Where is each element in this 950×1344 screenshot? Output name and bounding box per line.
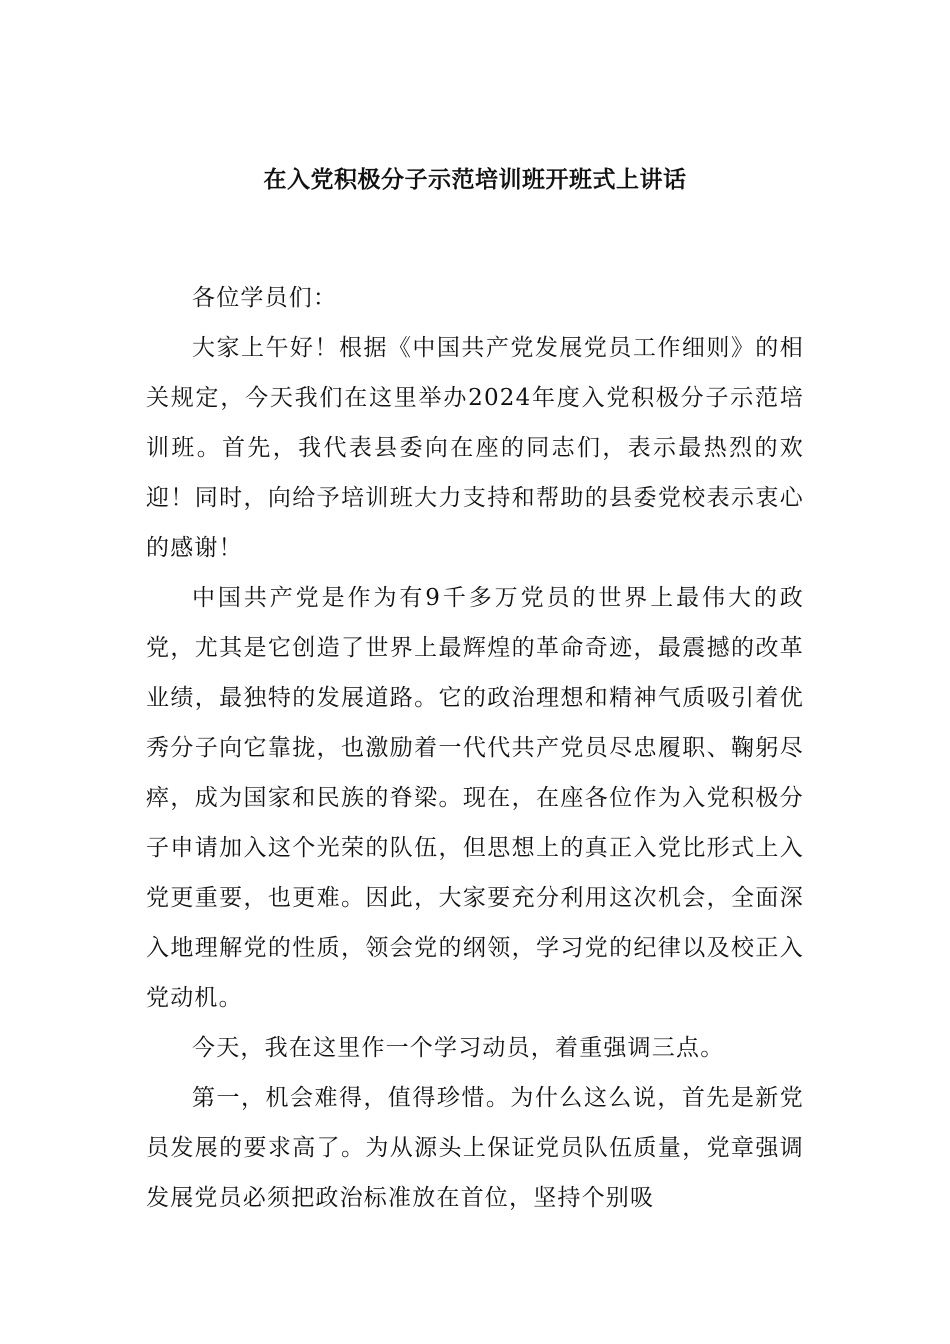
salutation-paragraph: 各位学员们： [192, 285, 338, 311]
mobilization-paragraph: 今天，我在这里作一个学习动员，着重强调三点。 [192, 1035, 725, 1061]
document-title: 在入党积极分子示范培训班开班式上讲话 [263, 166, 687, 193]
document-body [146, 273, 804, 1223]
first-point-paragraph: 第一，机会难得，值得珍惜。为什么这么说，首先是新党员发展的要求高了。为从源头上保证党员队伍质量，党章强调发展党员必须把政治标准放在首位，坚持个别吸 [146, 1085, 804, 1211]
greeting-paragraph: 大家上午好！根据《中国共产党发展党员工作细则》的相关规定，今天我们在这里举办2024年度入党积极分子示范培训班。首先，我代表县委向在座的同志们，表示最热烈的欢迎！同时，向给予培训班大力支持和帮助的县委党校表示衷心的感谢！ [146, 335, 804, 561]
party-introduction-paragraph: 中国共产党是作为有9千多万党员的世界上最伟大的政党，尤其是它创造了世界上最辉煌的革命奇迹，最震撼的改革业绩，最独特的发展道路。它的政治理想和精神气质吸引着优秀分子向它靠拢，也激励着一代代共产党员尽忠履职、鞠躬尽瘁，成为国家和民族的脊梁。现在，在座各位作为入党积极分子申请加入这个光荣的队伍，但思想上的真正入党比形式上入党更重要，也更难。因此，大家要充分利用这次机会，全面深入地理解党的性质，领会党的纲领，学习党的纪律以及校正入党动机。 [146, 585, 804, 1011]
